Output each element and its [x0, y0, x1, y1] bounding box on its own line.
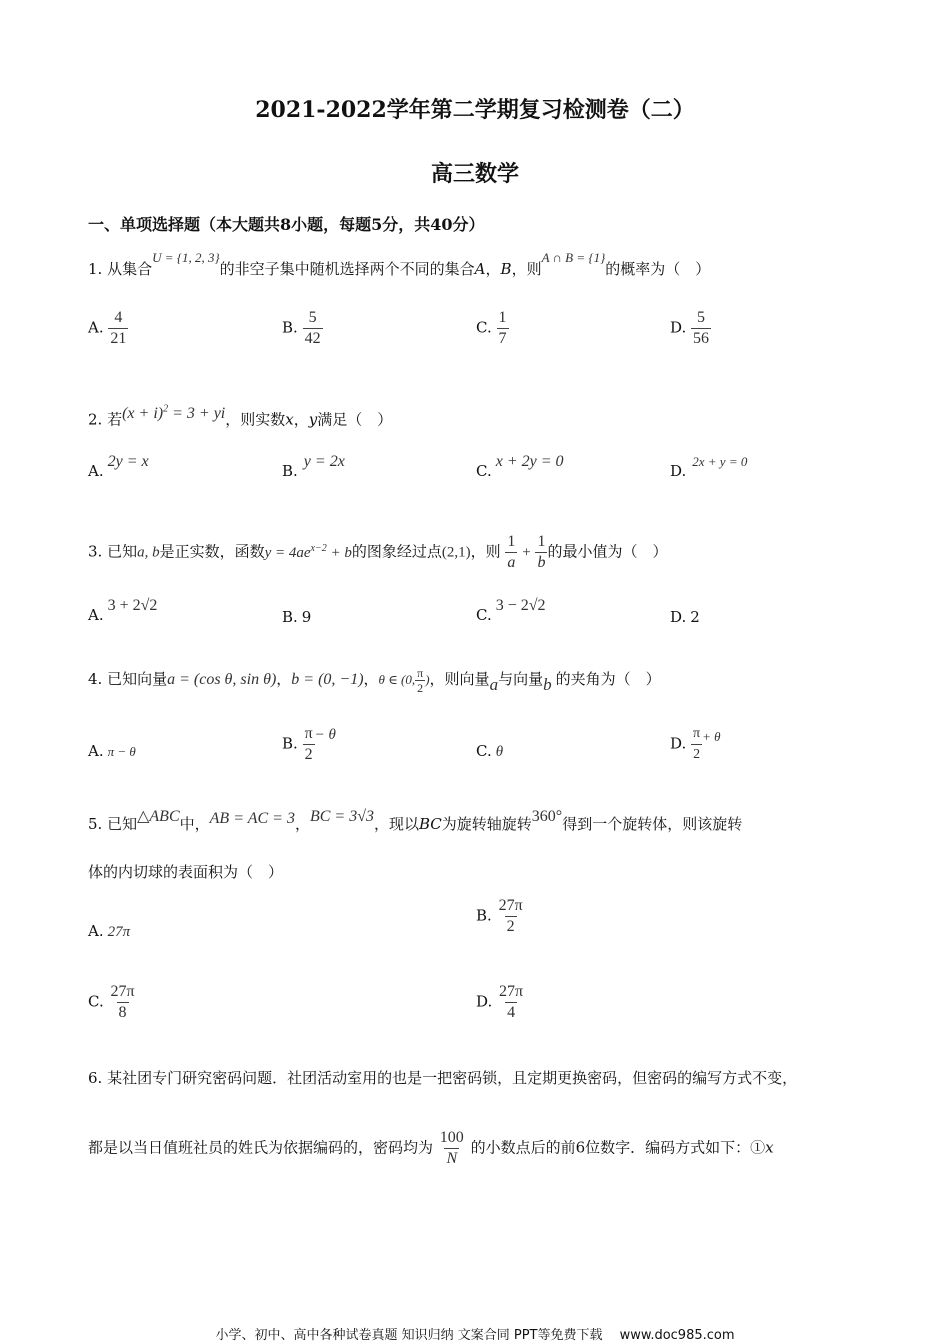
q6-line-1: 6. 某社团专门研究密码问题．社团活动室用的也是一把密码锁，且定期更换密码，但密码的编写方式不变， — [88, 1069, 798, 1087]
q3-func-tail: + b — [326, 544, 352, 561]
q5-option-b[interactable] — [476, 896, 525, 937]
q1-option-a[interactable] — [88, 308, 128, 349]
option-math: 3 − 2√2 — [495, 597, 546, 614]
option-label: A. — [88, 922, 104, 940]
q5-option-a[interactable] — [88, 922, 130, 941]
q4-paren: ) — [425, 672, 430, 687]
q3-point: (2,1) — [441, 544, 471, 561]
q1-option-d[interactable] — [670, 308, 711, 349]
q5-triangle: △ABC — [137, 808, 180, 825]
fraction-numerator: 1 — [537, 533, 546, 550]
q2-option-c[interactable] — [476, 453, 564, 481]
q1-prefix: 1. 从集合 — [88, 260, 153, 278]
q1-set-a: A — [474, 260, 486, 278]
q4-var-a: a — [489, 675, 499, 694]
q1-text-a: 的非空子集中随机选择两个不同的集合 — [219, 260, 475, 278]
q1-text-c: 的概率为（ ） — [605, 260, 711, 278]
fraction-numerator: 100 — [439, 1129, 464, 1146]
option-label: D. — [476, 992, 493, 1011]
q5-line-2: 体的内切球的表面积为（ ） — [88, 863, 284, 881]
q3-ab: a, b — [137, 544, 160, 561]
option-label: C. — [476, 742, 492, 760]
section-heading: 一、单项选择题（本大题共8小题，每题5分，共40分） — [88, 215, 485, 234]
option-label: C. — [476, 462, 492, 480]
option-label: D. — [670, 734, 687, 753]
option-label: B. — [476, 906, 492, 925]
option-label: B. — [282, 608, 298, 626]
fraction-numerator: 1 — [507, 533, 516, 550]
q2-var-x: x — [285, 410, 294, 429]
q1-set-expr: U = {1, 2, 3} — [152, 250, 220, 265]
q4-option-d[interactable] — [670, 724, 721, 765]
q4-option-a[interactable] — [88, 742, 136, 760]
fraction-denominator: b — [537, 554, 546, 571]
option-label: C. — [476, 318, 492, 337]
fraction-denominator: 21 — [110, 330, 127, 347]
question-2 — [88, 405, 392, 431]
q1-intersection-expr: A ∩ B = {1} — [541, 250, 606, 265]
q5-option-d[interactable] — [476, 982, 525, 1023]
option-math: 2x + y = 0 — [692, 454, 748, 469]
q3-option-b[interactable] — [282, 608, 311, 626]
q3-text-d: 的最小值为（ ） — [547, 542, 668, 561]
question-4 — [88, 664, 661, 695]
q6-text-b: 的小数点后的前6位数字．编码方式如下：① — [470, 1138, 766, 1157]
q2-comma: ， — [293, 410, 309, 429]
option-label: B. — [282, 318, 298, 337]
q3-text-b: 的图象经过点 — [351, 542, 442, 561]
fraction-numerator: π — [693, 726, 701, 741]
page-title: 2021-2022学年第二学期复习检测卷（二） — [255, 97, 695, 123]
q3-prefix: 3. 已知 — [88, 542, 138, 561]
q2-exponent: 2 — [163, 404, 169, 415]
question-5 — [88, 808, 743, 837]
fraction-numerator: 27π — [498, 897, 523, 914]
q5-prefix: 5. 已知 — [88, 815, 138, 833]
option-label: A. — [88, 606, 104, 624]
q3-func-exponent: x−2 — [310, 542, 327, 554]
option-math-tail: − θ — [314, 726, 336, 743]
q3-function — [264, 542, 352, 561]
option-label: A. — [88, 318, 104, 337]
fraction-denominator: 2 — [691, 744, 702, 765]
q3-option-c[interactable] — [476, 597, 546, 625]
fraction-numerator: 5 — [308, 309, 317, 326]
q4-option-c[interactable] — [476, 742, 503, 761]
q2-rhs: = 3 + yi — [168, 405, 226, 423]
option-label: B. — [282, 462, 298, 480]
fraction-denominator: 2 — [304, 746, 313, 763]
fraction-denominator: 42 — [304, 330, 321, 347]
fraction-numerator: 27π — [110, 983, 135, 1000]
q6-text-a: 都是以当日值班社员的姓氏为依据编码的，密码均为 — [88, 1138, 434, 1157]
q4-vector-a: a = (cos θ, sin θ) — [167, 671, 277, 688]
fraction-numerator: 1 — [498, 309, 507, 326]
q2-option-a[interactable] — [88, 453, 149, 481]
fraction-denominator: 4 — [507, 1004, 516, 1021]
fraction-denominator: 7 — [498, 330, 507, 347]
option-label: C. — [476, 606, 492, 624]
q4-text-c: 的夹角为（ ） — [555, 670, 661, 688]
option-math: 27π — [107, 924, 131, 940]
q5-text-c: 为旋转轴旋转 — [441, 815, 532, 833]
footer-text: 小学、初中、高中各种试卷真题 知识归纳 文案合同 PPT等免费下载 www.doc985.com — [215, 1328, 735, 1343]
option-label: D. — [670, 318, 687, 337]
q1-text-b: ，则 — [511, 260, 542, 278]
q4-text-a: ，则向量 — [429, 670, 490, 688]
fraction-denominator: 2 — [417, 680, 424, 695]
option-label: C. — [88, 992, 104, 1011]
option-label: A. — [88, 462, 104, 480]
option-math: 2 — [690, 608, 700, 626]
fraction-numerator: π — [417, 665, 424, 680]
fraction-denominator: 2 — [506, 918, 515, 935]
q5-equation-2: BC = 3√3 — [309, 808, 374, 825]
q4-theta-range: θ ∈ (0, — [378, 672, 416, 687]
option-math: 9 — [301, 608, 312, 626]
q5-axis-bc: BC — [419, 815, 442, 833]
q2-prefix: 2. 若 — [88, 410, 123, 429]
q4-comma: ， — [363, 670, 379, 688]
q2-option-d[interactable] — [670, 454, 748, 480]
q4-text-b: 与向量 — [498, 670, 544, 688]
q2-equation — [122, 405, 225, 422]
option-math: y = 2x — [303, 453, 345, 470]
fraction-numerator: 5 — [697, 309, 706, 326]
fraction-denominator: N — [446, 1150, 458, 1167]
q2-var-y: y — [308, 410, 318, 429]
q5-option-c[interactable] — [88, 982, 137, 1023]
q6-var-x: x — [765, 1138, 774, 1157]
option-label: D. — [670, 608, 687, 626]
fraction-numerator: π — [304, 725, 313, 742]
question-3 — [88, 532, 667, 573]
page-subtitle: 高三数学 — [430, 161, 519, 187]
q1-option-b[interactable] — [282, 308, 323, 349]
q5-comma: ， — [294, 815, 310, 833]
q2-text-b: 满足（ ） — [317, 410, 393, 429]
q5-equation-1: AB = AC = 3 — [209, 810, 295, 827]
q5-text-a: 中， — [179, 815, 210, 833]
option-math: 3 + 2√2 — [107, 597, 158, 614]
fraction-numerator: 4 — [114, 309, 123, 326]
q2-text-a: ，则实数 — [225, 410, 286, 429]
q6-line-2 — [88, 1128, 774, 1169]
q2-option-b[interactable] — [282, 453, 345, 481]
option-math: θ — [495, 744, 504, 760]
option-math: 2y = x — [107, 453, 149, 470]
q5-degree: 360° — [531, 808, 563, 825]
q1-comma: ， — [485, 260, 501, 278]
q3-option-a[interactable] — [88, 597, 158, 625]
option-label: B. — [282, 734, 298, 753]
q1-option-c[interactable] — [476, 308, 509, 349]
option-math-tail: + θ — [702, 728, 721, 744]
option-label: D. — [670, 462, 687, 480]
q3-plus: + — [522, 544, 531, 561]
fraction-numerator: 27π — [499, 983, 524, 1000]
q3-text-a: 是正实数，函数 — [159, 542, 265, 561]
question-1 — [88, 250, 711, 281]
q4-prefix: 4. 已知向量 — [88, 670, 168, 688]
q1-set-b: B — [500, 260, 512, 278]
q5-text-d: 得到一个旋转体，则该旋转 — [562, 815, 743, 833]
q4-var-b: b — [543, 675, 552, 694]
q3-option-d[interactable] — [670, 608, 700, 626]
q2-lhs: (x + i) — [122, 405, 164, 423]
option-label: A. — [88, 742, 104, 760]
option-math: π − θ — [107, 744, 136, 759]
q3-text-c: ，则 — [470, 542, 501, 561]
q4-comma: ， — [276, 670, 292, 688]
q4-option-b[interactable] — [282, 724, 336, 765]
option-math: x + 2y = 0 — [495, 453, 564, 470]
q3-func-base: y = 4ae — [264, 544, 311, 561]
fraction-denominator: 8 — [118, 1004, 127, 1021]
q5-text-b: ，现以 — [373, 815, 419, 833]
fraction-denominator: a — [507, 554, 516, 571]
q4-vector-b: b = (0, −1) — [291, 671, 364, 688]
fraction-denominator: 56 — [693, 330, 710, 347]
